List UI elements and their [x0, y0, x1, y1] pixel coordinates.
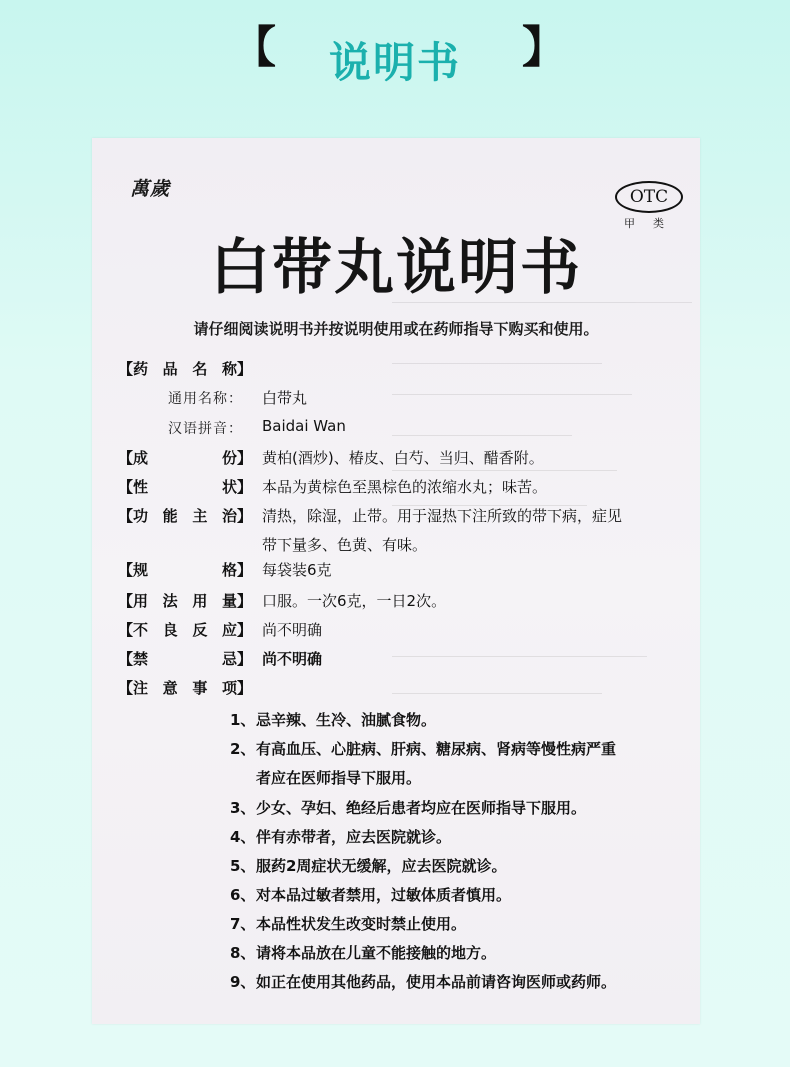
indications-line1: 清热，除湿，止带。用于湿热下注所致的带下病，症见: [262, 507, 623, 525]
precaution-item: 2、有高血压、心脏病、肝病、糖尿病、肾病等慢性病严重: [230, 740, 617, 758]
precaution-item: 6、对本品过敏者禁用，过敏体质者慎用。: [230, 886, 512, 904]
adverse-label: 【不良反应】: [118, 621, 253, 639]
generic-name-value: 白带丸: [262, 389, 308, 407]
precaution-item: 8、请将本品放在儿童不能接触的地方。: [230, 944, 497, 962]
precaution-item-continued: 者应在医师指导下服用。: [256, 769, 422, 787]
description-value: 本品为黄棕色至黑棕色的浓缩水丸；味苦。: [262, 478, 548, 496]
precaution-item: 5、服药2周症状无缓解，应去医院就诊。: [230, 857, 507, 875]
specification-value: 每袋装6克: [262, 561, 332, 579]
dosage-value: 口服。一次6克，一日2次。: [262, 592, 447, 610]
adverse-value: 尚不明确: [262, 621, 323, 639]
description-label: 【性状】: [118, 478, 253, 496]
precaution-item: 3、少女、孕妇、绝经后患者均应在医师指导下服用。: [230, 799, 587, 817]
otc-class-label: 甲类: [624, 217, 682, 230]
indications-line2: 带下量多、色黄、有味。: [262, 536, 428, 554]
dosage-label: 【用法用量】: [118, 592, 253, 610]
drug-name-label: 【药品名称】: [118, 360, 253, 378]
otc-badge: OTC: [615, 181, 683, 213]
page-title: 说明书: [328, 38, 461, 87]
show-through-texture: [392, 288, 692, 808]
page-header: [0, 20, 790, 90]
ingredients-value: 黄柏(酒炒)、椿皮、白芍、当归、醋香附。: [262, 449, 544, 467]
right-bracket: 】: [522, 22, 566, 73]
precaution-item: 4、伴有赤带者，应去医院就诊。: [230, 828, 452, 846]
instruction-sheet: [92, 138, 700, 1024]
precaution-item: 1、忌辛辣、生冷、油腻食物。: [230, 711, 437, 729]
left-bracket: 【: [232, 22, 276, 73]
contraindications-label: 【禁忌】: [118, 650, 253, 668]
pinyin-label: 汉语拼音：: [168, 421, 243, 437]
pinyin-value: Baidai Wan: [262, 417, 346, 435]
precautions-label: 【注意事项】: [118, 679, 253, 697]
precaution-item: 7、本品性状发生改变时禁止使用。: [230, 915, 467, 933]
generic-name-label: 通用名称：: [168, 391, 243, 407]
precaution-item: 9、如正在使用其他药品，使用本品前请咨询医师或药师。: [230, 973, 617, 991]
specification-label: 【规格】: [118, 561, 253, 579]
brand-logo: 萬歲: [130, 178, 171, 200]
contraindications-value: 尚不明确: [262, 650, 323, 668]
instruction-note: 请仔细阅读说明书并按说明使用或在药师指导下购买和使用。: [193, 320, 599, 338]
indications-label: 【功能主治】: [118, 507, 253, 525]
document-title: 白带丸说明书: [210, 233, 582, 303]
ingredients-label: 【成份】: [118, 449, 253, 467]
